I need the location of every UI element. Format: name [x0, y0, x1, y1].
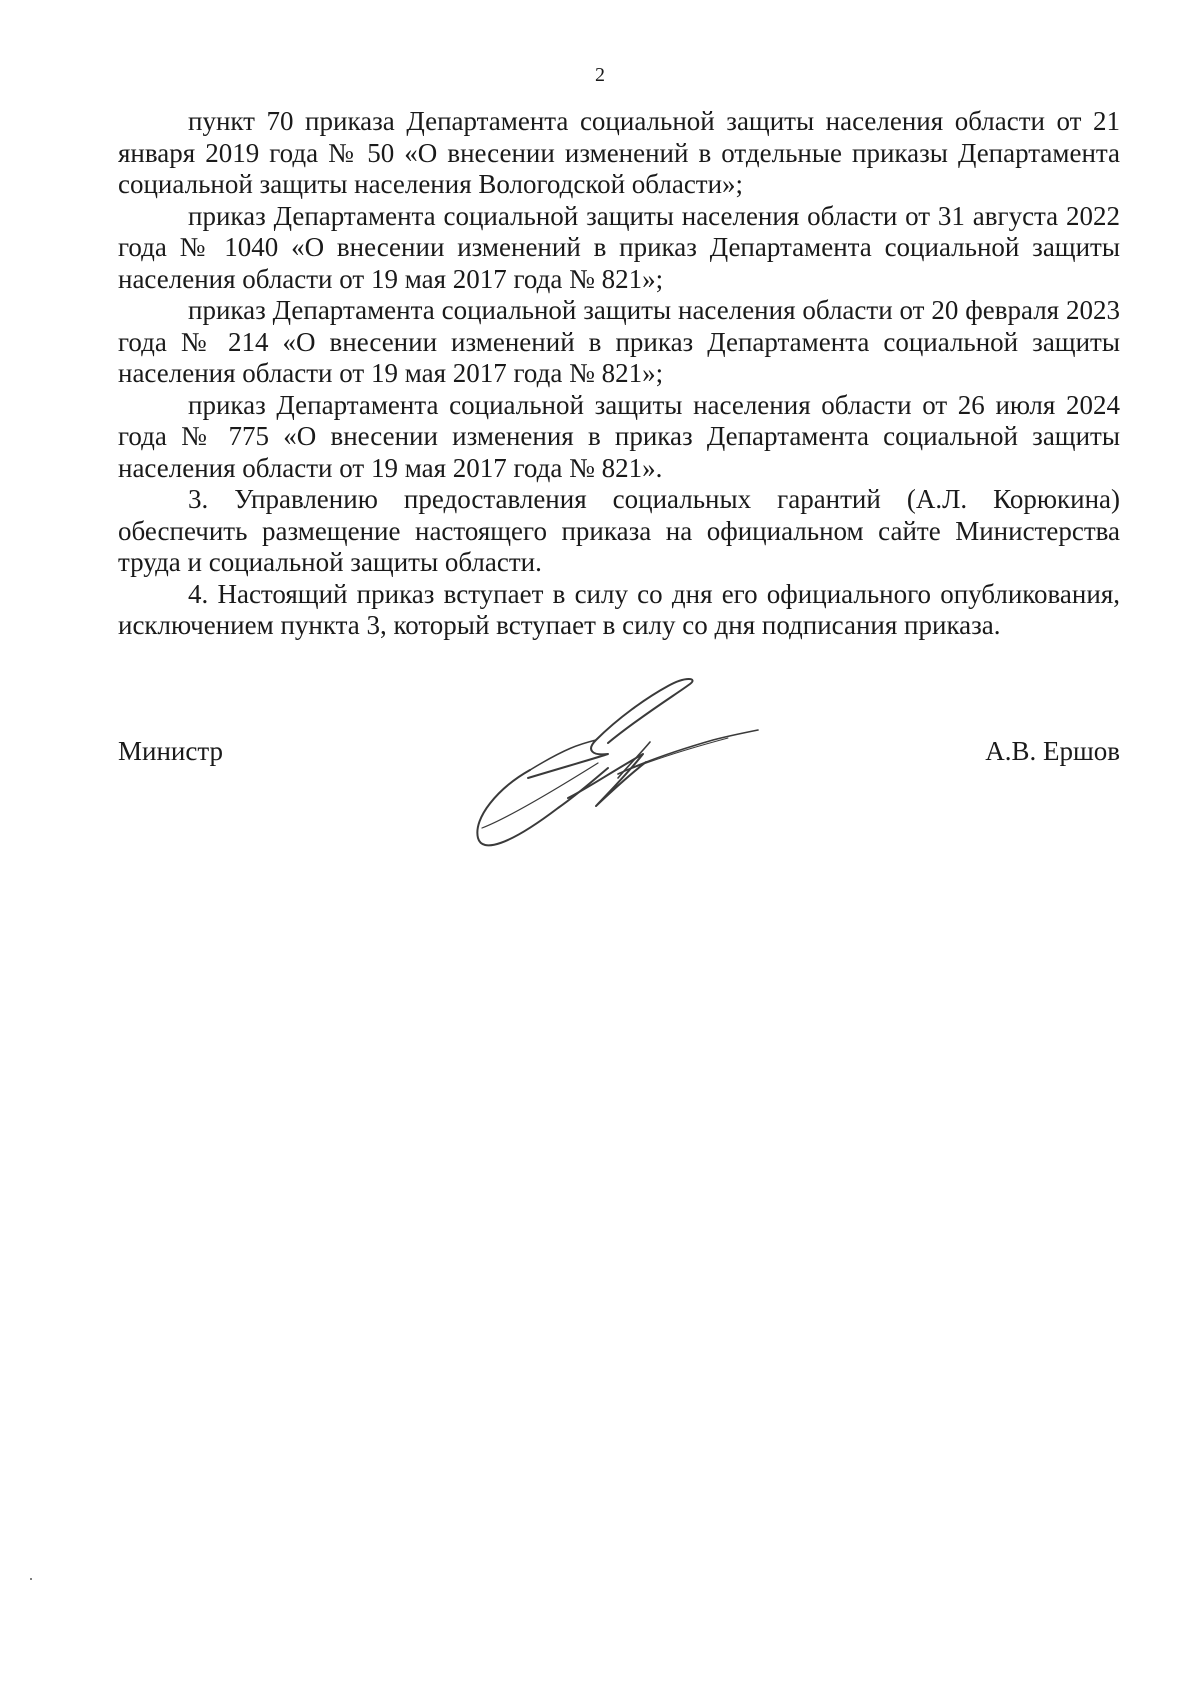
- paragraph-item-3-publication: 3. Управлению предоставления социальных гарантий (А.Л. Корюкина) обеспечить размещение настоящего приказа на официальном сайте Министерства труда и социальной защиты области.: [118, 484, 1120, 577]
- page-number: 2: [595, 64, 605, 86]
- paragraph-repealed-order-1040: приказ Департамента социальной защиты населения области от 31 августа 2022 года № 1040 «О внесении изменений в приказ Департамента социальной защиты населения области от 19 мая 2017 года № 821»;: [118, 200, 1120, 294]
- paragraph-item-4-effective-date: 4. Настоящий приказ вступает в силу со дня его официального опубликования, исключением пункта 3, который вступает в силу со дня подписания приказа.: [118, 578, 1120, 640]
- signatory-name: А.В. Ершов: [985, 736, 1120, 766]
- paragraph-repealed-order-214: приказ Департамента социальной защиты населения области от 20 февраля 2023 года № 214 «О внесении изменений в приказ Департамента социальной защиты населения области от 19 мая 2017 года № 821»;: [118, 295, 1120, 388]
- scan-speck: [30, 1578, 32, 1580]
- handwritten-signature: [468, 678, 768, 878]
- paragraph-repealed-item-70: пункт 70 приказа Департамента социальной защиты населения области от 21 января 2019 года № 50 «О внесении изменений в отдельные приказы Департамента социальной защиты населения Вологодской области»;: [118, 106, 1120, 199]
- document-body: [118, 106, 1120, 642]
- paragraph-repealed-order-775: приказ Департамента социальной защиты населения области от 26 июля 2024 года № 775 «О внесении изменения в приказ Департамента социальной защиты населения области от 19 мая 2017 года № 821».: [118, 389, 1120, 483]
- signatory-title: Министр: [118, 736, 223, 766]
